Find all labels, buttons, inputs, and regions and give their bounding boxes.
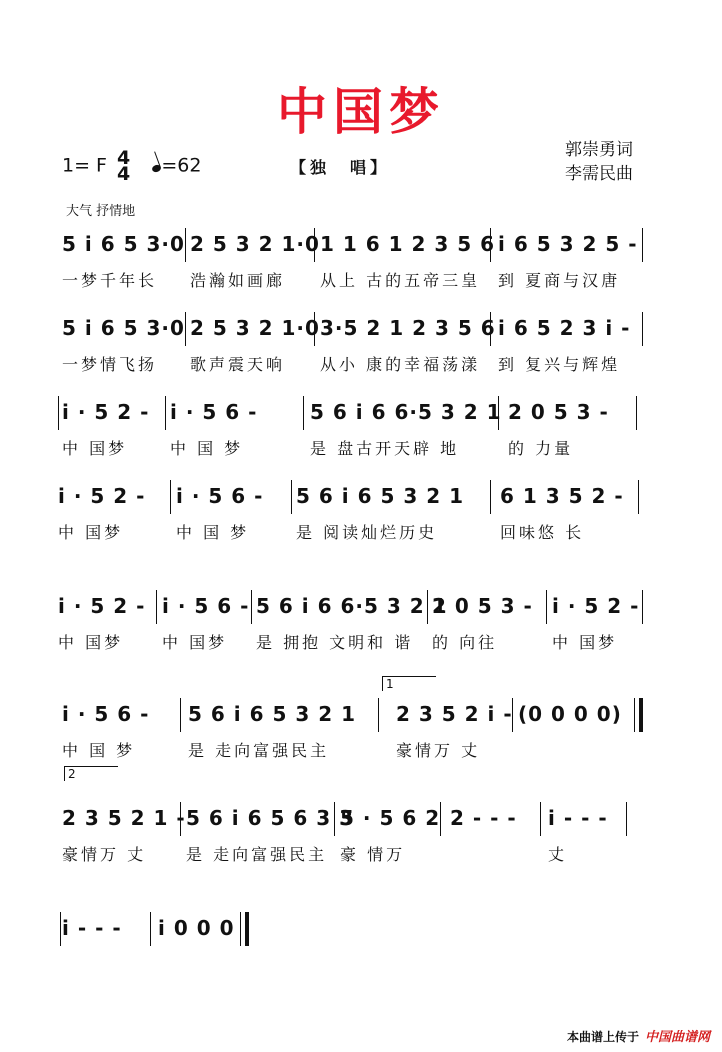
- barline: [240, 912, 241, 946]
- measure-notes: i · 5 2 -: [62, 400, 150, 424]
- barline: [180, 698, 181, 732]
- measure-lyrics: 是 阅读灿烂历史: [296, 523, 438, 542]
- barline: [378, 698, 379, 732]
- measure-notes: (0 0 0 0): [518, 702, 622, 726]
- measure-lyrics: 是 盘古开天辟 地: [310, 439, 460, 458]
- volta-bracket: 2: [64, 766, 118, 781]
- measure-lyrics: 的 向往: [432, 633, 498, 652]
- barline: [636, 396, 637, 430]
- barline: [291, 480, 292, 514]
- volta-bracket: 1: [382, 676, 436, 691]
- measure-notes: 5 i 6 5 3·0: [62, 316, 185, 340]
- measure-lyrics: 中 国梦: [62, 439, 128, 458]
- measure-lyrics: 一梦情飞扬: [62, 355, 158, 374]
- key-signature: [62, 147, 202, 185]
- measure-lyrics: 中 国梦: [162, 633, 228, 652]
- measure-notes: i · 5 6 -: [170, 400, 258, 424]
- meter-top: 4: [117, 147, 131, 169]
- measure-lyrics: 到 夏商与汉唐: [498, 271, 621, 290]
- measure-notes: i · 5 6 -: [62, 702, 150, 726]
- score-row: [0, 912, 722, 982]
- measure-lyrics: 中 国 梦: [170, 439, 244, 458]
- tempo-value: =62: [161, 154, 202, 177]
- measure-lyrics: 一梦千年长: [62, 271, 158, 290]
- measure-lyrics: 的 力量: [508, 439, 574, 458]
- measure-lyrics: 豪 情万: [340, 845, 406, 864]
- score-row: [0, 590, 722, 660]
- measure-notes: 2 3 5 2 1 -: [62, 806, 186, 830]
- measure-notes: 2 5 3 2 1·0: [190, 316, 320, 340]
- measure-lyrics: 是 走向富强民主: [188, 741, 330, 760]
- score-row: [0, 802, 722, 872]
- measure-notes: 2 - - -: [450, 806, 517, 830]
- measure-notes: 2 0 5 3 -: [508, 400, 609, 424]
- measure-notes: i · 5 2 -: [58, 484, 146, 508]
- footer: [567, 1026, 710, 1045]
- measure-notes: 2 0 5 3 -: [432, 594, 533, 618]
- measure-lyrics: 中 国 梦: [176, 523, 250, 542]
- expression-mark: 大气 抒情地: [66, 204, 136, 219]
- score-row: [0, 312, 722, 382]
- barline: [642, 312, 643, 346]
- key-label: 1= F: [62, 154, 107, 177]
- measure-notes: 5 6 i 6 5 3 2 1: [188, 702, 357, 726]
- measure-notes: i - - -: [62, 916, 122, 940]
- measure-notes: 5 6 i 6 5 3 2 1: [296, 484, 465, 508]
- time-signature: [117, 147, 131, 185]
- measure-notes: i · 5 6 -: [162, 594, 250, 618]
- measure-lyrics: 歌声震天响: [190, 355, 286, 374]
- measure-notes: i · 5 2 -: [58, 594, 146, 618]
- barline: [634, 698, 635, 732]
- barline: [165, 396, 166, 430]
- measure-notes: 5 6 i 6 6·5 3 2 1: [310, 400, 502, 424]
- measure-lyrics: 到 复兴与辉煌: [498, 355, 621, 374]
- measure-notes: i 0 0 0: [158, 916, 235, 940]
- measure-notes: 1 1 6 1 2 3 5 6: [320, 232, 496, 256]
- measure-notes: 2 3 5 2 i -: [396, 702, 513, 726]
- barline: [170, 480, 171, 514]
- barline: [185, 228, 186, 262]
- barline: [303, 396, 304, 430]
- lyricist: 郭崇勇词: [565, 140, 633, 160]
- barline: [546, 590, 547, 624]
- credits: [565, 138, 633, 186]
- measure-notes: i - - -: [548, 806, 608, 830]
- barline: [156, 590, 157, 624]
- meter-bottom: 4: [117, 163, 131, 185]
- barline: [440, 802, 441, 836]
- measure-lyrics: 中 国 梦: [62, 741, 136, 760]
- measure-notes: i · 5 2 -: [552, 594, 640, 618]
- measure-notes: 5 6 i 6 5 6 3 3: [186, 806, 355, 830]
- barline: [150, 912, 151, 946]
- barline: [626, 802, 627, 836]
- footer-text: 本曲谱上传于: [566, 1030, 639, 1044]
- measure-lyrics: 从上 古的五帝三皇: [320, 271, 481, 290]
- measure-notes: 2 5 3 2 1·0: [190, 232, 320, 256]
- measure-lyrics: 中 国梦: [58, 633, 124, 652]
- score-row: [0, 698, 722, 768]
- measure-notes: i 6 5 3 2 5 -: [498, 232, 638, 256]
- measure-notes: i · 5 6 -: [176, 484, 264, 508]
- barline: [642, 228, 643, 262]
- score-row: [0, 228, 722, 298]
- song-title: 中国梦: [277, 83, 445, 141]
- composer: 李需民曲: [565, 164, 633, 184]
- measure-lyrics: 回味悠 长: [500, 523, 585, 542]
- measure-lyrics: 中 国梦: [58, 523, 124, 542]
- measure-lyrics: 豪情万 丈: [62, 845, 147, 864]
- measure-lyrics: 中 国梦: [552, 633, 618, 652]
- barline: [490, 480, 491, 514]
- barline: [185, 312, 186, 346]
- measure-lyrics: 是 走向富强民主: [186, 845, 328, 864]
- measure-lyrics: 浩瀚如画廊: [190, 271, 286, 290]
- measure-lyrics: 丈: [548, 845, 568, 864]
- barline: [251, 590, 252, 624]
- measure-notes: 5 i 6 5 3·0: [62, 232, 185, 256]
- barline: [540, 802, 541, 836]
- barline: [642, 590, 643, 624]
- score-row: [0, 396, 722, 466]
- measure-lyrics: 豪情万 丈: [396, 741, 481, 760]
- measure-notes: 5 6 i 6 6·5 3 2 1: [256, 594, 448, 618]
- score-row: [0, 480, 722, 550]
- performance-mark: 【独 唱】: [290, 158, 391, 177]
- barline: [638, 480, 639, 514]
- site-brand: 中国曲谱网: [644, 1030, 710, 1045]
- measure-lyrics: 从小 康的幸福荡漾: [320, 355, 481, 374]
- measure-notes: 3·5 2 1 2 3 5 6: [320, 316, 496, 340]
- measure-notes: 5 · 5 6 2: [340, 806, 441, 830]
- measure-notes: 6 1 3 5 2 -: [500, 484, 624, 508]
- barline: [58, 396, 59, 430]
- barline: [60, 912, 61, 946]
- measure-notes: i 6 5 2 3 i -: [498, 316, 631, 340]
- measure-lyrics: 是 拥抱 文明和 谐: [256, 633, 414, 652]
